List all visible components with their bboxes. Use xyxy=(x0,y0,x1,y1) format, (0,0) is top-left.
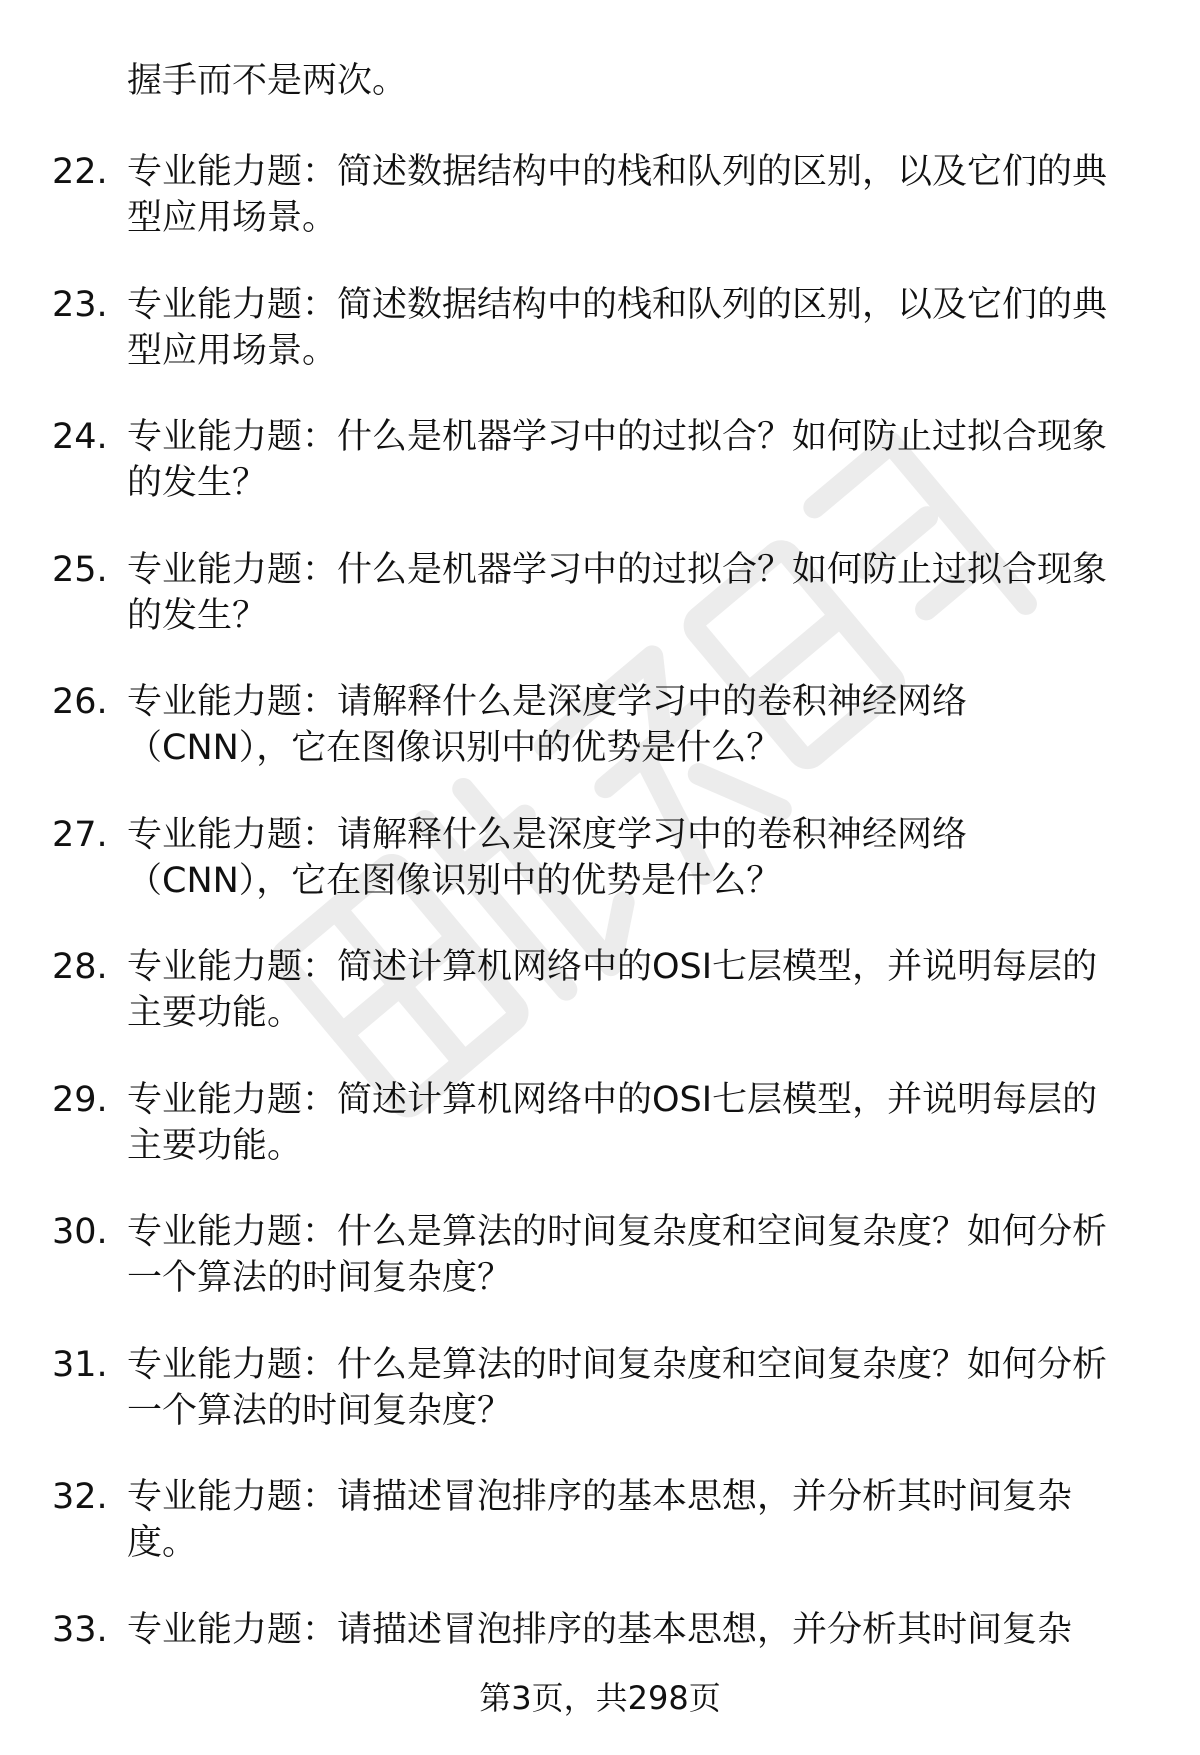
list-item xyxy=(0,529,1200,662)
item-number: 29. xyxy=(52,1079,108,1120)
list-item xyxy=(0,396,1200,529)
item-text xyxy=(127,149,1147,241)
item-line: 专业能力题：请解释什么是深度学习中的卷积神经网络 xyxy=(127,814,968,855)
item-text xyxy=(127,812,1147,904)
item-text xyxy=(127,1342,1147,1434)
item-number: 24. xyxy=(52,417,108,457)
item-line: 一个算法的时间复杂度？ xyxy=(127,1390,513,1431)
continued-text-line: 握手而不是两次。 xyxy=(127,61,408,101)
item-number: 33. xyxy=(52,1609,108,1650)
item-line: 专业能力题：简述计算机网络中的OSI七层模型，并说明每层的 xyxy=(127,1079,1098,1120)
item-number: 32. xyxy=(52,1477,108,1517)
item-text xyxy=(127,1077,1147,1169)
item-text xyxy=(127,1209,1147,1301)
list-item xyxy=(0,794,1200,927)
item-line: 专业能力题：简述计算机网络中的OSI七层模型，并说明每层的 xyxy=(127,947,1098,987)
item-line: 专业能力题：什么是算法的时间复杂度和空间复杂度？如何分析 xyxy=(127,1212,1108,1252)
item-text xyxy=(127,547,1147,639)
item-line: （CNN），它在图像识别中的优势是什么？ xyxy=(127,728,782,768)
item-number: 22. xyxy=(52,152,108,192)
item-line: 专业能力题：什么是算法的时间复杂度和空间复杂度？如何分析 xyxy=(127,1344,1108,1385)
item-line: 专业能力题：简述数据结构中的栈和队列的区别，以及它们的典 xyxy=(127,152,1108,192)
item-number: 26. xyxy=(52,682,108,722)
item-line: 专业能力题：什么是机器学习中的过拟合？如何防止过拟合现象 xyxy=(127,549,1108,590)
item-number: 28. xyxy=(52,947,108,987)
item-line: 型应用场景。 xyxy=(127,330,338,371)
item-text xyxy=(127,944,1147,1036)
item-line: 专业能力题：请描述冒泡排序的基本思想，并分析其时间复杂 xyxy=(127,1477,1073,1517)
item-number: 23. xyxy=(52,284,108,325)
list-item xyxy=(0,1456,1200,1589)
item-text xyxy=(127,1607,1147,1653)
item-line: 专业能力题：请解释什么是深度学习中的卷积神经网络 xyxy=(127,682,968,722)
item-text xyxy=(127,414,1147,506)
item-number: 31. xyxy=(52,1344,108,1385)
list-item xyxy=(0,1324,1200,1457)
list-item xyxy=(0,131,1200,264)
item-number: 27. xyxy=(52,814,108,855)
item-text xyxy=(127,282,1147,374)
list-item xyxy=(0,264,1200,397)
item-line: 主要功能。 xyxy=(127,1125,303,1166)
item-line: 专业能力题：简述数据结构中的栈和队列的区别，以及它们的典 xyxy=(127,284,1108,325)
list-item xyxy=(0,926,1200,1059)
question-list xyxy=(0,131,1200,1721)
page-footer: 第3页，共298页 xyxy=(479,1679,721,1717)
item-line: （CNN），它在图像识别中的优势是什么？ xyxy=(127,860,782,901)
item-number: 25. xyxy=(52,549,108,590)
item-line: 主要功能。 xyxy=(127,993,303,1033)
list-item xyxy=(0,1059,1200,1192)
item-line: 一个算法的时间复杂度？ xyxy=(127,1258,513,1298)
item-line: 专业能力题：什么是机器学习中的过拟合？如何防止过拟合现象 xyxy=(127,417,1108,457)
list-item xyxy=(0,1191,1200,1324)
item-text xyxy=(127,1474,1147,1566)
item-line: 的发生？ xyxy=(127,595,268,636)
item-line: 型应用场景。 xyxy=(127,198,338,238)
item-line: 度。 xyxy=(127,1523,198,1563)
list-item xyxy=(0,661,1200,794)
item-text xyxy=(127,679,1147,771)
item-line: 的发生？ xyxy=(127,463,268,503)
item-line: 专业能力题：请描述冒泡排序的基本思想，并分析其时间复杂 xyxy=(127,1609,1073,1650)
item-number: 30. xyxy=(52,1212,108,1252)
